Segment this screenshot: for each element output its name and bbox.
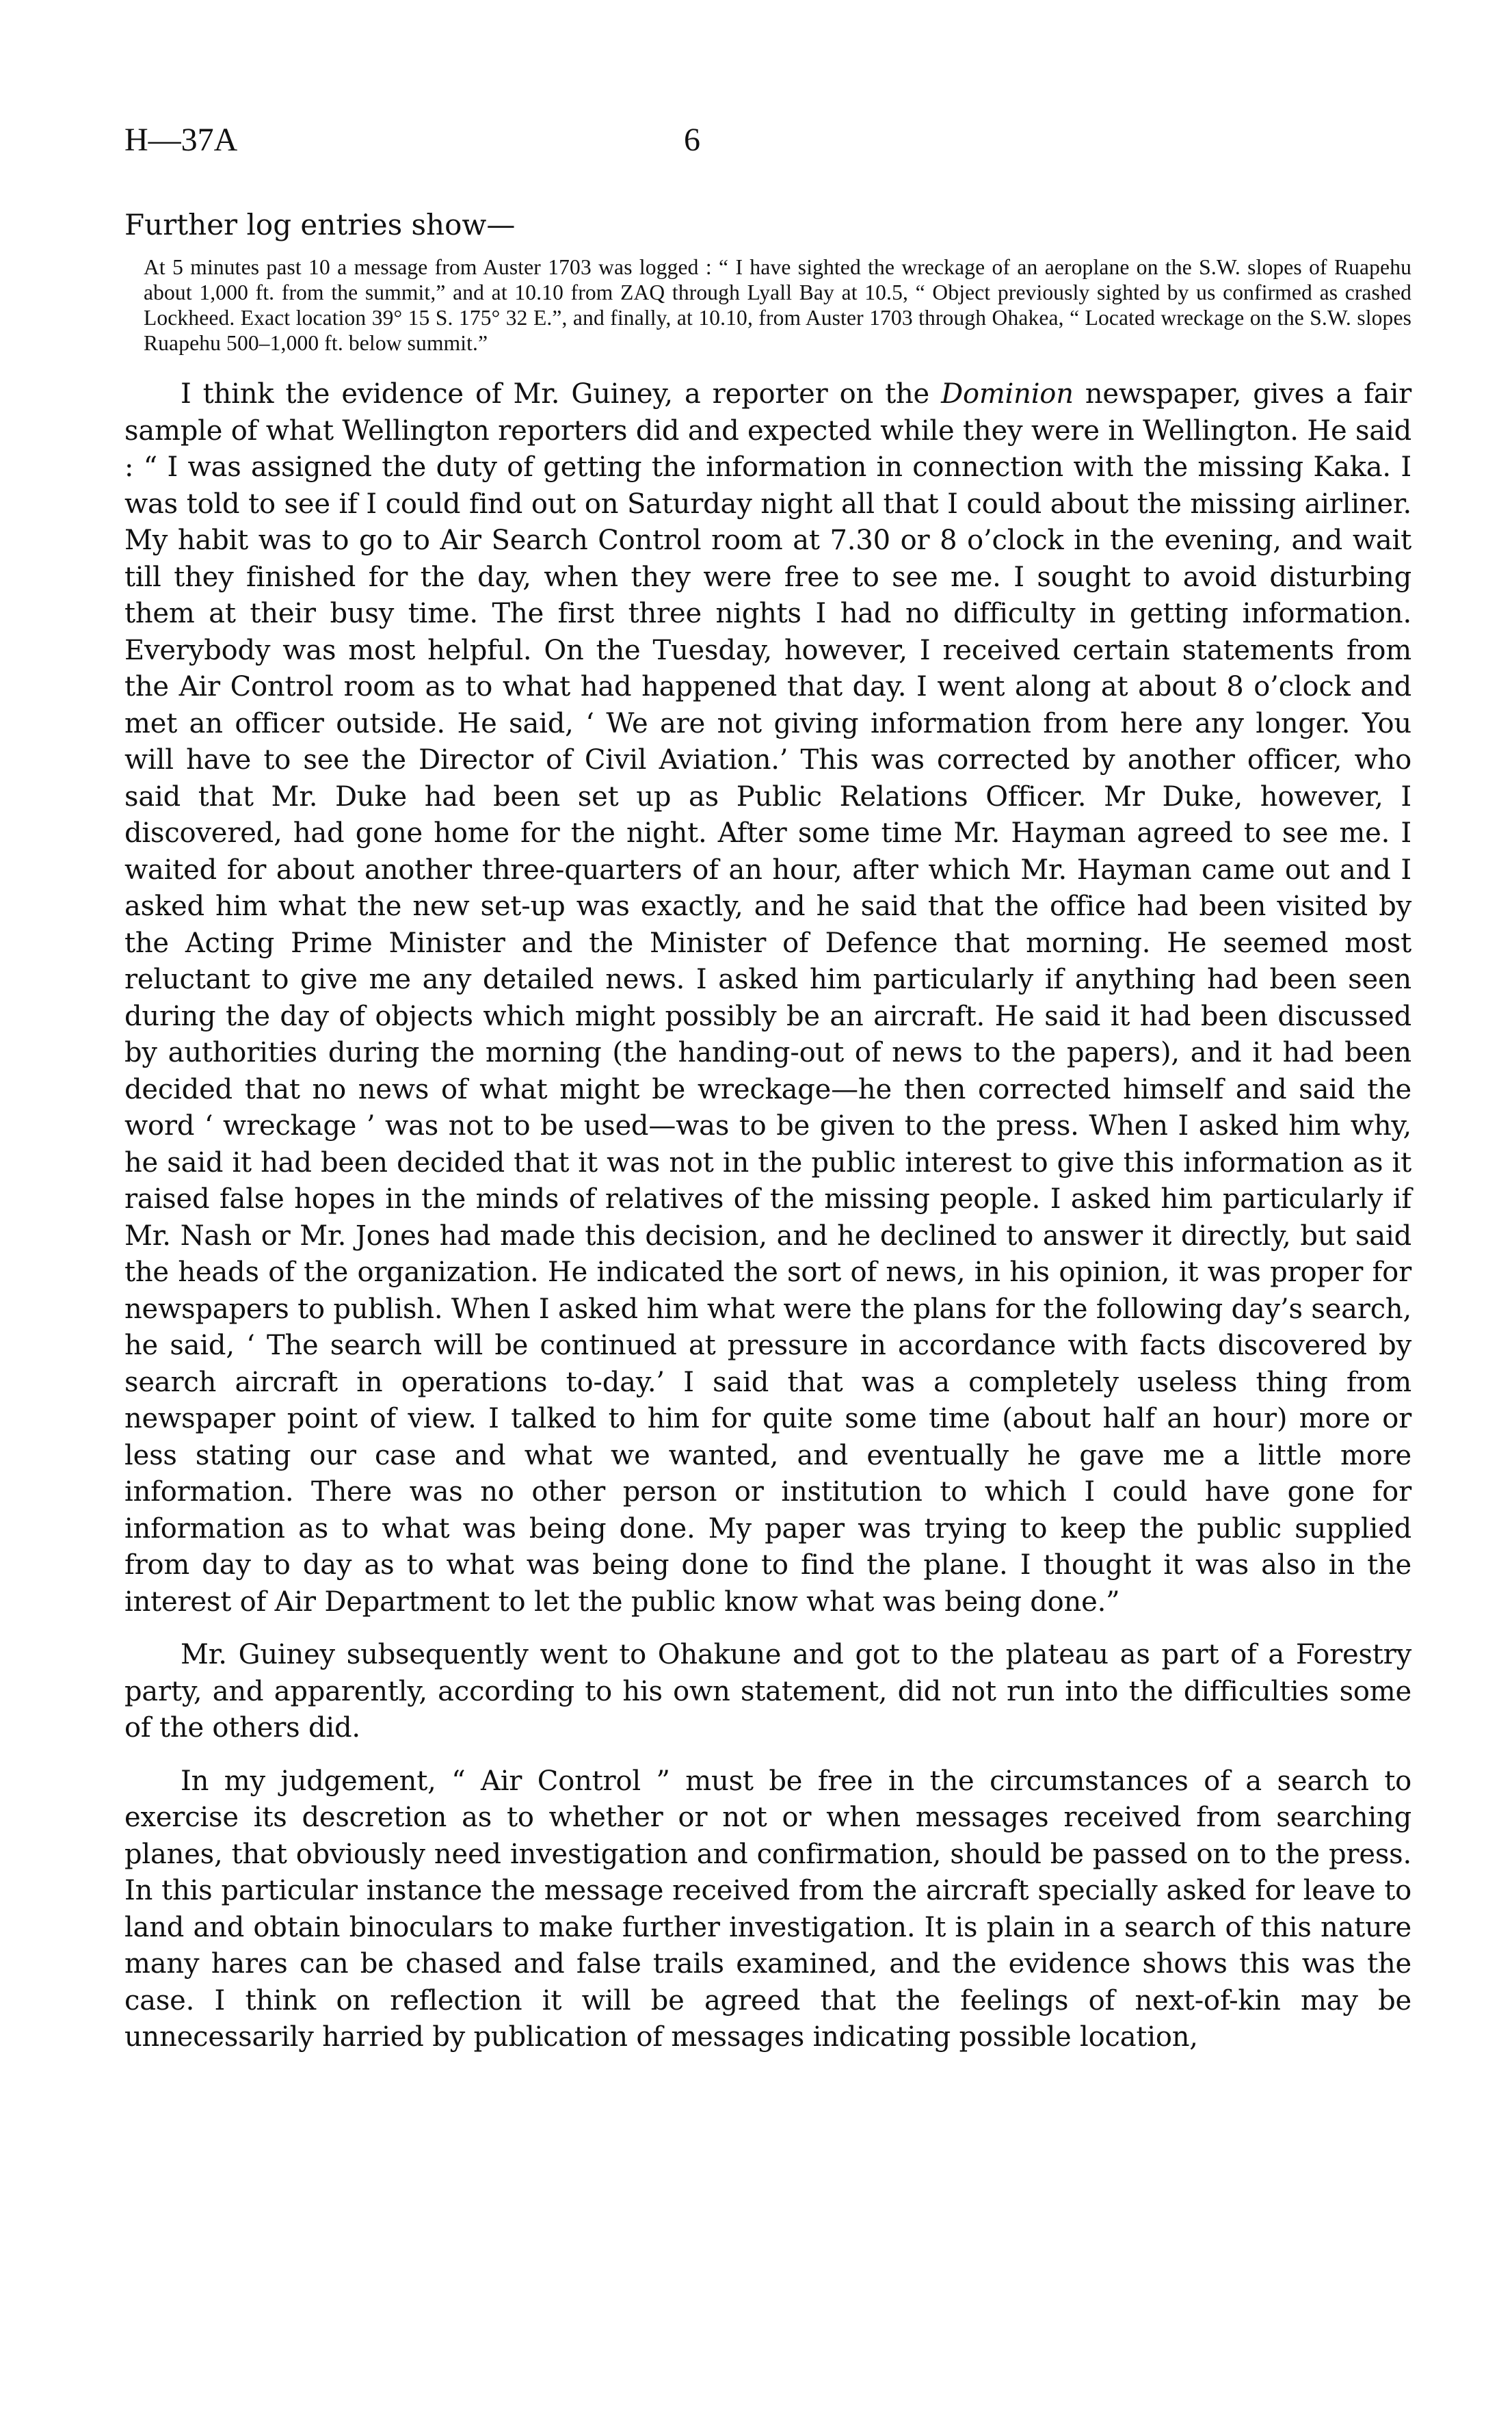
newspaper-name: Dominion [941,378,1074,410]
page-number: 6 [684,122,700,158]
log-entry: At 5 minutes past 10 a message from Auster 1703 was logged : “ I have sighted the wreckage of an aeroplane on the S.W. slopes of Ruapehu about 1,000 ft. from the summit,” and at 10.10 from ZAQ through Lyall Bay at 10.5, “ Object previously sighted by us confirmed as crashed Lockheed. Exact location 39° 15 S. 175° 32 E.”, and finally, at 10.10, from Auster 1703 through Ohakea, “ Located wreckage on the S.W. slopes Ruapehu 500–1,000 ft. below summit.” [144,255,1411,355]
document-reference: H—37A [124,122,238,158]
paragraph-guiney-ohakune: Mr. Guiney subsequently went to Ohakune and got to the plateau as part of a Forestry party, and apparently, according to his own statement, did not run into the difficulties some of the others did. [124,1639,1411,1744]
paragraph-guiney-evidence [124,376,1411,1620]
paragraph-text: I think the evidence of Mr. Guiney, a reporter on the [181,378,942,410]
log-intro: Further log entries show— [124,208,516,241]
page-header [124,120,1388,161]
paragraph-judgement: In my judgement, “ Air Control ” must be free in the circumstances of a search to exercise its descretion as to whether or not or when messages received from searching planes, that obviously need investigation and confirmation, should be passed on to the press. In this particular instance the message received from the aircraft specially asked for leave to land and obtain binoculars to make further investigation. It is plain in a search of this nature many hares can be chased and false trails examined, and the evidence shows this was the case. I think on reflection it will be agreed that the feelings of next-of-kin may be unnecessarily harried by publication of messages indicating possible location, [124,1765,1411,2053]
paragraph-text: newspaper, gives a fair sample of what Wellington reporters did and expected while they were in Wellington. He said : “ I was assigned the duty of getting the information in connection with the missing Kaka. I was told to see if I could find out on Saturday night all that I could about the missing airliner. My habit was to go to Air Search Control room at 7.30 or 8 o’clock in the evening, and wait till they finished for the day, when they were free to see me. I sought to avoid disturbing them at their busy time. The first three nights I had no difficulty in getting information. Everybody was most helpful. On the Tuesday, however, I received certain statements from the Air Control room as to what had happened that day. I went along at about 8 o’clock and met an officer outside. He said, ‘ We are not giving information from here any longer. You will have to see the Director of Civil Aviation.’ This was corrected by another officer, who said that Mr. Duke had been set up as Public Relations Officer. Mr Duke, however, I discovered, had gone home for the night. After some time Mr. Hayman agreed to see me. I waited for about another three-quarters of an hour, after which Mr. Hayman came out and I asked him what the new set-up was exactly, and he said that the office had been visited by the Acting Prime Minister and the Minister of Defence that morning. He seemed most reluctant to give me any detailed news. I asked him particularly if anything had been seen during the day of objects which might possibly be an aircraft. He said it had been discussed by authorities during the morning (the handing-out of news to the papers), and it had been decided that no news of what might be wreckage—he then corrected himself and said the word ‘ wreckage ’ was not to be used—was to be given to the press. When I asked him why, he said it had been decided that it was not in the public interest to give this information as it raised false hopes in the minds of relatives of the missing people. I asked him particularly if Mr. Nash or Mr. Jones had made this decision, and he declined to answer it directly, but said the heads of the organization. He indicated the sort of news, in his opinion, it was proper for newspapers to publish. When I asked him what were the plans for the following day’s search, he said, ‘ The search will be continued at pressure in accordance with facts discovered by search aircraft in operations to-day.’ I said that was a completely useless thing from newspaper point of view. I talked to him for quite some time (about half an hour) more or less stating our case and what we wanted, and eventually he gave me a little more information. There was no other person or institution to which I could have gone for information as to what was being done. My paper was trying to keep the public supplied from day to day as to what was being done to find the plane. I thought it was also in the interest of Air Department to let the public know what was being done.” [124,378,1411,1618]
body-text [124,205,1411,2073]
log-entry-block [144,254,1411,356]
